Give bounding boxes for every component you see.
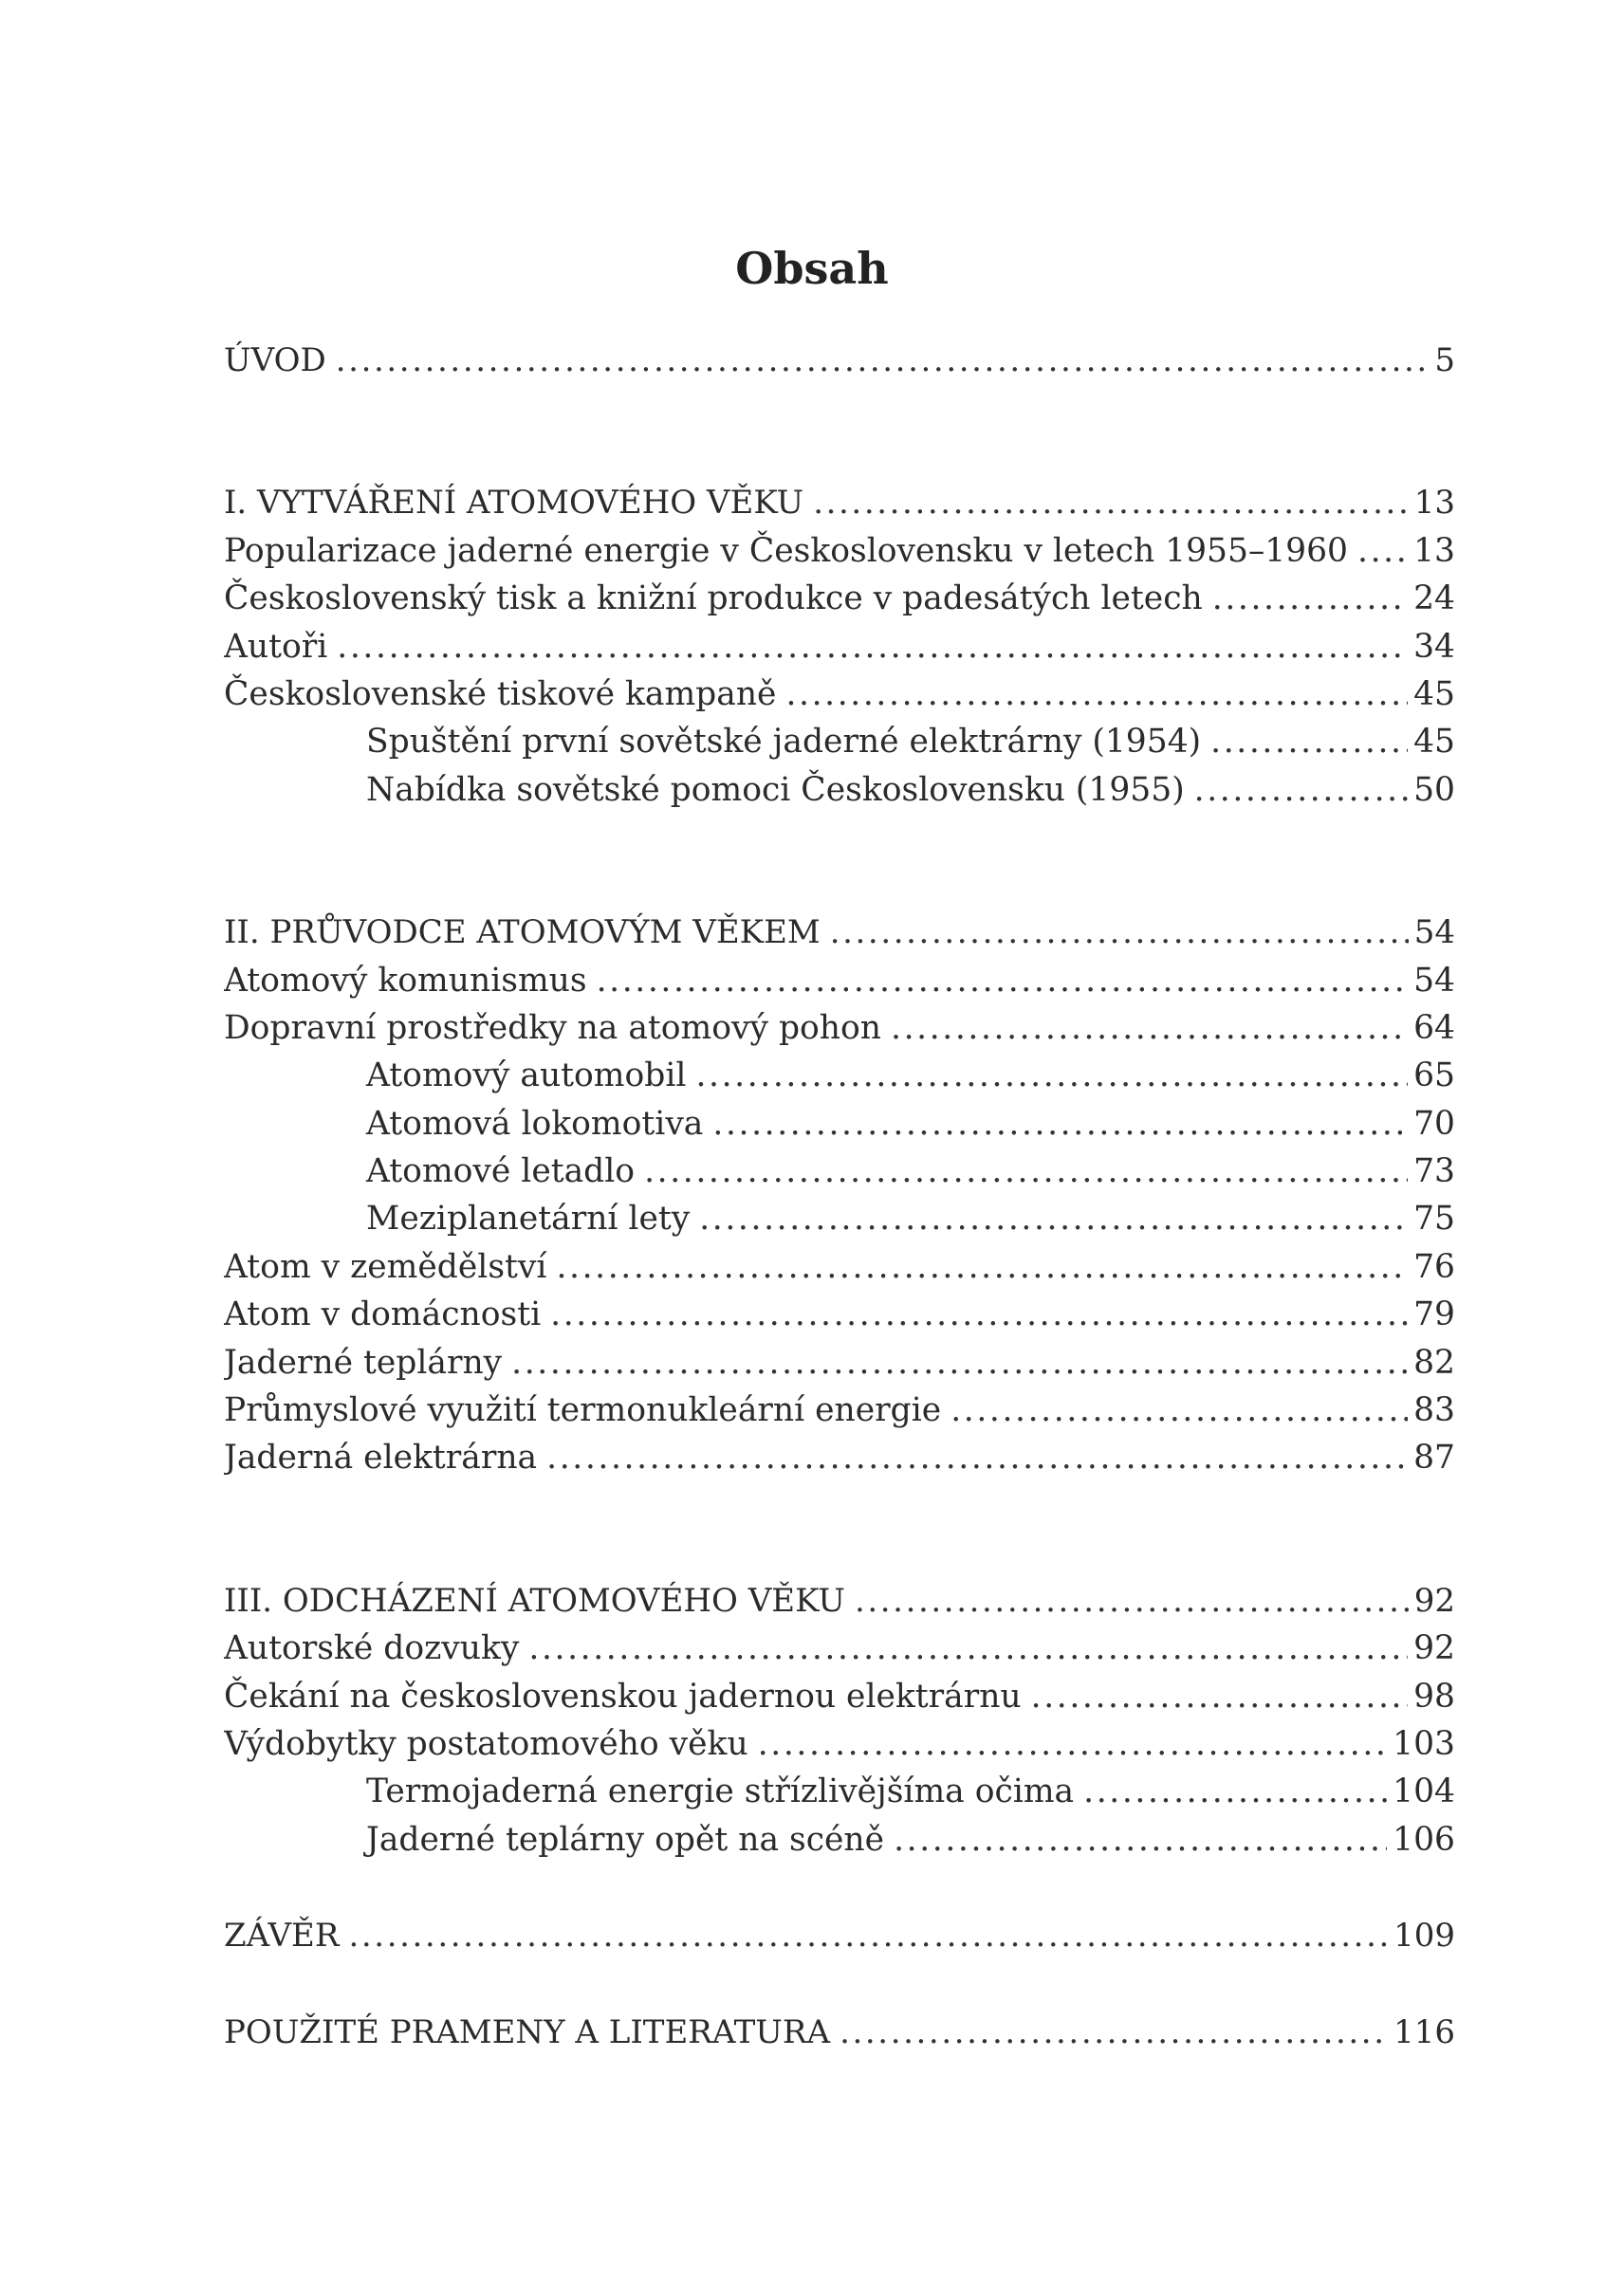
toc-entry-label: ZÁVĚR bbox=[224, 1917, 340, 1956]
toc-entry bbox=[224, 718, 1455, 765]
toc-entry bbox=[224, 479, 1455, 526]
toc-entry-page-number: 13 bbox=[1413, 531, 1455, 570]
toc-entry-label: Atomové letadlo bbox=[366, 1152, 636, 1191]
toc-entry-page-number: 13 bbox=[1413, 484, 1455, 523]
toc-entry-label: Spuštění první sovětské jaderné elektrárny (1954) bbox=[366, 723, 1202, 762]
dot-leader bbox=[528, 1625, 1408, 1672]
toc-entry-page-number: 54 bbox=[1413, 961, 1455, 1000]
toc-entry bbox=[224, 337, 1455, 384]
toc-entry-label: Atom v zemědělství bbox=[224, 1247, 547, 1286]
toc-entry-label: I. VYTVÁŘENÍ ATOMOVÉHO VĚKU bbox=[224, 484, 804, 523]
toc-entry bbox=[224, 1720, 1455, 1768]
section-spacer bbox=[224, 1960, 1455, 2009]
toc-entry-page-number: 106 bbox=[1393, 1820, 1455, 1859]
toc-entry-label: Autorské dozvuky bbox=[224, 1629, 520, 1668]
dot-leader bbox=[1031, 1673, 1408, 1720]
toc-entry bbox=[224, 1004, 1455, 1052]
toc-entry bbox=[224, 1912, 1455, 1959]
toc-entry-label: Atom v domácnosti bbox=[224, 1295, 542, 1334]
toc-entry-page-number: 116 bbox=[1393, 2012, 1455, 2051]
toc-entry bbox=[224, 1195, 1455, 1242]
toc-entry bbox=[224, 957, 1455, 1004]
dot-leader bbox=[1194, 766, 1408, 814]
dot-leader bbox=[336, 337, 1430, 384]
toc-entry bbox=[224, 766, 1455, 814]
toc-entry-label: Čekání na československou jadernou elektrárnu bbox=[224, 1677, 1022, 1716]
toc-entry-page-number: 98 bbox=[1413, 1677, 1455, 1716]
toc-entry-page-number: 45 bbox=[1413, 723, 1455, 762]
toc-entry-label: Nabídka sovětské pomoci Československu (1955) bbox=[366, 770, 1185, 809]
toc-entry-page-number: 103 bbox=[1393, 1724, 1455, 1763]
toc-entry-page-number: 50 bbox=[1413, 770, 1455, 809]
toc-entry-label: Výdobytky postatomového věku bbox=[224, 1724, 748, 1763]
toc-entry-page-number: 92 bbox=[1413, 1629, 1455, 1668]
toc-entry-page-number: 24 bbox=[1413, 579, 1455, 618]
toc-entry-label: Průmyslové využití termonukleární energie bbox=[224, 1391, 942, 1430]
dot-leader bbox=[337, 623, 1408, 670]
toc-entry bbox=[224, 575, 1455, 622]
toc-entry bbox=[224, 670, 1455, 718]
toc-entry bbox=[224, 2009, 1455, 2056]
dot-leader bbox=[891, 1004, 1408, 1052]
toc-entry-page-number: 82 bbox=[1413, 1343, 1455, 1382]
toc-entry-page-number: 64 bbox=[1413, 1008, 1455, 1047]
dot-leader bbox=[840, 2009, 1388, 2056]
dot-leader bbox=[695, 1052, 1408, 1099]
toc-entry-page-number: 79 bbox=[1413, 1295, 1455, 1334]
toc-entry-label: Meziplanetární lety bbox=[366, 1200, 691, 1239]
toc-entry bbox=[224, 623, 1455, 670]
toc-entry bbox=[224, 1291, 1455, 1338]
section-spacer bbox=[224, 814, 1455, 909]
toc-entry bbox=[224, 909, 1455, 956]
toc-entry-label: Popularizace jaderné energie v Československu v letech 1955–1960 bbox=[224, 531, 1349, 570]
toc-entry-label: Atomový komunismus bbox=[224, 961, 587, 1000]
page-title: Obsah bbox=[735, 243, 889, 294]
toc-entry-label: Československý tisk a knižní produkce v padesátých letech bbox=[224, 579, 1203, 618]
toc-entry bbox=[224, 1434, 1455, 1481]
toc-entry bbox=[224, 1243, 1455, 1291]
dot-leader bbox=[550, 1291, 1408, 1338]
section-spacer bbox=[224, 1482, 1455, 1577]
toc-entry bbox=[224, 1673, 1455, 1720]
dot-leader bbox=[830, 909, 1409, 956]
toc-entry bbox=[224, 1768, 1455, 1815]
toc-entry-label: Dopravní prostředky na atomový pohon bbox=[224, 1008, 882, 1047]
toc-entry-label: Autoři bbox=[224, 627, 328, 666]
toc-entry-page-number: 75 bbox=[1413, 1200, 1455, 1239]
dot-leader bbox=[511, 1339, 1408, 1387]
toc-entry-label: ÚVOD bbox=[224, 341, 326, 379]
dot-leader bbox=[950, 1387, 1408, 1434]
toc-entry-page-number: 73 bbox=[1413, 1152, 1455, 1191]
toc-entry-page-number: 34 bbox=[1413, 627, 1455, 666]
toc-entry bbox=[224, 1339, 1455, 1387]
toc-entry-label: POUŽITÉ PRAMENY A LITERATURA bbox=[224, 2012, 831, 2051]
toc-entry-label: Jaderné teplárny bbox=[224, 1343, 503, 1382]
toc-entry-page-number: 45 bbox=[1413, 674, 1455, 713]
dot-leader bbox=[712, 1100, 1408, 1148]
dot-leader bbox=[699, 1195, 1408, 1242]
dot-leader bbox=[855, 1577, 1409, 1625]
dot-leader bbox=[894, 1816, 1387, 1864]
toc-entry bbox=[224, 1052, 1455, 1099]
toc-entry bbox=[224, 1816, 1455, 1864]
toc-entry bbox=[224, 1625, 1455, 1672]
dot-leader bbox=[758, 1720, 1387, 1768]
toc-entry-label: II. PRŮVODCE ATOMOVÝM VĚKEM bbox=[224, 913, 821, 952]
toc-entry bbox=[224, 1100, 1455, 1148]
table-of-contents bbox=[224, 337, 1455, 2056]
dot-leader bbox=[597, 957, 1409, 1004]
dot-leader bbox=[348, 1912, 1388, 1959]
toc-entry-page-number: 65 bbox=[1413, 1056, 1455, 1095]
toc-entry-label: Termojaderná energie střízlivějšíma očima bbox=[366, 1773, 1075, 1811]
dot-leader bbox=[1083, 1768, 1387, 1815]
toc-entry-label: Atomová lokomotiva bbox=[366, 1104, 704, 1143]
dot-leader bbox=[556, 1243, 1408, 1291]
dot-leader bbox=[785, 670, 1408, 718]
dot-leader bbox=[813, 479, 1409, 526]
toc-entry-label: Československé tiskové kampaně bbox=[224, 674, 777, 713]
section-spacer bbox=[224, 1864, 1455, 1912]
toc-entry-page-number: 5 bbox=[1434, 341, 1455, 379]
toc-entry-label: Jaderné teplárny opět na scéně bbox=[366, 1820, 885, 1859]
dot-leader bbox=[1357, 527, 1408, 575]
toc-entry-page-number: 92 bbox=[1413, 1581, 1455, 1620]
dot-leader bbox=[1212, 575, 1408, 622]
toc-entry bbox=[224, 1148, 1455, 1195]
dot-leader bbox=[1210, 718, 1408, 765]
toc-entry-page-number: 83 bbox=[1413, 1391, 1455, 1430]
toc-entry-page-number: 76 bbox=[1413, 1247, 1455, 1286]
dot-leader bbox=[644, 1148, 1408, 1195]
dot-leader bbox=[546, 1434, 1408, 1481]
toc-entry-label: Atomový automobil bbox=[366, 1056, 687, 1095]
toc-entry-page-number: 54 bbox=[1413, 913, 1455, 952]
toc-entry-label: Jaderná elektrárna bbox=[224, 1439, 538, 1478]
section-spacer bbox=[224, 384, 1455, 479]
toc-entry-page-number: 70 bbox=[1413, 1104, 1455, 1143]
toc-entry bbox=[224, 1577, 1455, 1625]
toc-entry-page-number: 104 bbox=[1393, 1773, 1455, 1811]
toc-entry bbox=[224, 1387, 1455, 1434]
toc-entry-page-number: 87 bbox=[1413, 1439, 1455, 1478]
toc-entry-page-number: 109 bbox=[1393, 1917, 1455, 1956]
toc-entry bbox=[224, 527, 1455, 575]
toc-entry-label: III. ODCHÁZENÍ ATOMOVÉHO VĚKU bbox=[224, 1581, 845, 1620]
